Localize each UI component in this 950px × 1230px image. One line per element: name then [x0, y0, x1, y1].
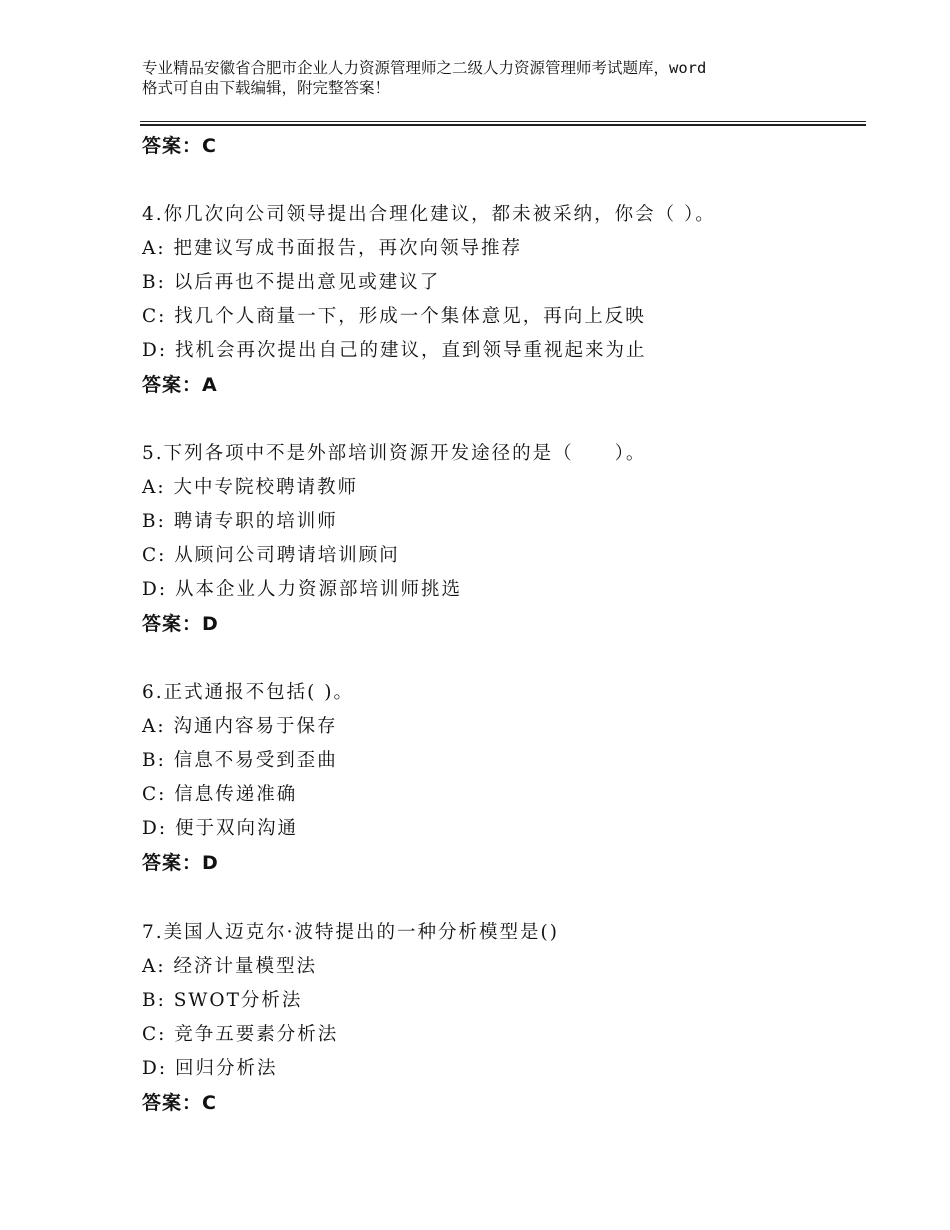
option-a: A: 把建议写成书面报告，再次向领导推荐	[142, 238, 522, 259]
option-a: A: 经济计量模型法	[142, 956, 317, 977]
answer: 答案：D	[142, 852, 219, 874]
option-c: C: 竞争五要素分析法	[142, 1024, 339, 1045]
header-rule-thin	[140, 121, 866, 122]
option-b: B: 以后再也不提出意见或建议了	[142, 272, 441, 293]
answer: 答案：C	[142, 1092, 217, 1114]
header-rule-thick	[140, 124, 866, 126]
header-line-1: 专业精品安徽省合肥市企业人力资源管理师之二级人力资源管理师考试题库，word	[142, 59, 707, 77]
option-b: B: 信息不易受到歪曲	[142, 750, 338, 771]
answer: 答案：D	[142, 613, 219, 635]
option-d: D: 从本企业人力资源部培训师挑选	[142, 579, 462, 600]
header-line-2: 格式可自由下载编辑，附完整答案！	[142, 79, 391, 97]
option-b: B: SWOT分析法	[142, 990, 303, 1011]
header-text	[142, 58, 842, 98]
option-d: D: 回归分析法	[142, 1058, 278, 1079]
option-c: C: 从顾问公司聘请培训顾问	[142, 545, 400, 566]
question-stem: 4.你几次向公司领导提出合理化建议，都未被采纳，你会（ ）。	[142, 204, 716, 225]
question-stem: 5.下列各项中不是外部培训资源开发途径的是（ ）。	[142, 443, 647, 464]
option-c: C: 找几个人商量一下，形成一个集体意见，再向上反映	[142, 306, 646, 327]
question-stem: 6.正式通报不包括( )。	[142, 682, 354, 703]
option-d: D: 便于双向沟通	[142, 818, 298, 839]
option-c: C: 信息传递准确	[142, 784, 298, 805]
option-a: A: 大中专院校聘请教师	[142, 477, 358, 498]
answer-previous: 答案：C	[142, 135, 217, 157]
option-a: A: 沟通内容易于保存	[142, 716, 338, 737]
option-b: B: 聘请专职的培训师	[142, 511, 338, 532]
question-stem: 7.美国人迈克尔·波特提出的一种分析模型是()	[142, 922, 559, 943]
answer: 答案：A	[142, 374, 218, 396]
option-d: D: 找机会再次提出自己的建议，直到领导重视起来为止	[142, 340, 647, 361]
